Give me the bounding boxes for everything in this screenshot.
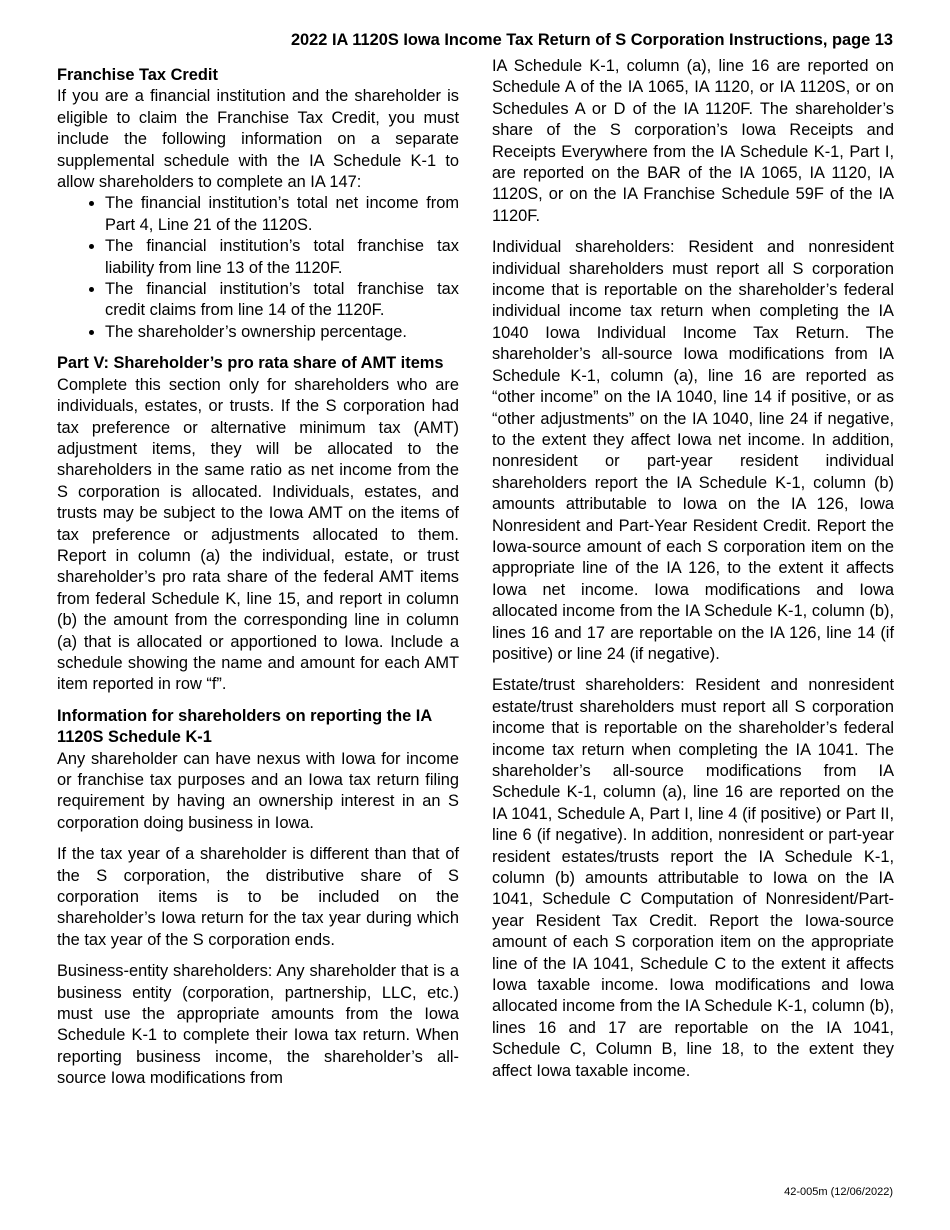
individual-shareholders-paragraph: Individual shareholders: Resident and nonresident individual shareholders must report all S corporation income that is reportable on the shareholder’s federal individual income tax return when completing the IA 1040 Iowa Individual Income Tax Return. The shareholder’s all-source Iowa modifications from IA Schedule K-1, column (a), line 16 are reported as “other income” on the IA 1040, line 14 if positive, or as “other adjustments” on the IA 1040, line 24 if negative, to the extent they affect Iowa net income. In addition, nonresident or part-year resident individual shareholders report the IA Schedule K-1, column (b) amounts attributable to Iowa on the IA 126, Iowa Nonresident and Part-Year Resident Credit. Report the Iowa-source amount of each S corporation item on the appropriate line of the IA 126, to the extent it affects Iowa net income. Iowa modifications and Iowa allocated income from the IA Schedule K-1, column (b), lines 16 and 17 are reportable on the IA 126, line 14 (if positive) or line 24 (if negative). xyxy=(492,238,894,663)
right-column xyxy=(492,56,894,1092)
franchise-intro: If you are a financial institution and the shareholder is eligible to claim the Franchise Tax Credit, you must include the following information on a separate supplemental schedule with the IA Schedule K-1 to allow shareholders to complete an IA 147: xyxy=(57,87,459,192)
franchise-list xyxy=(57,193,459,343)
part5-text: Complete this section only for shareholders who are individuals, estates, or trusts. If the S corporation had tax preference or alternative minimum tax (AMT) adjustment items, they will be allocated to the shareholders in the same ratio as net income from the S corporation is allocated. Individuals, estates, and trusts may be subject to the Iowa AMT on the items of tax preference or adjustments allocated to them. Report in column (a) the individual, estate, or trust shareholder’s pro rata share of the federal AMT items from federal Schedule K, line 15, and report in column (b) the amount from the corresponding line in column (a) that is allocated or apportioned to Iowa. Include a schedule showing the name and amount for each AMT item reported in row “f”. xyxy=(57,375,459,694)
list-item: • The financial institution’s total franchise tax credit claims from line 14 of the 1120F. xyxy=(105,279,459,322)
info-paragraph-3: Business-entity shareholders: Any shareholder that is a business entity (corporation, partnership, LLC, etc.) must use the appropriate amounts from the Iowa Schedule K-1 to complete their Iowa tax return. When reporting business income, the shareholder’s all-source Iowa modifications from xyxy=(57,962,459,1088)
list-item: • The shareholder’s ownership percentage. xyxy=(105,322,459,343)
estate-trust-shareholders-paragraph: Estate/trust shareholders: Resident and nonresident estate/trust shareholders must report all S corporation income that is reportable on the shareholder’s federal income tax return when completing the IA 1041. The shareholder’s all-source modifications from IA Schedule K-1, column (a), line 16 are reported on the IA 1041, Schedule A, Part I, line 4 (if positive) or Part II, line 6 (if negative). In addition, nonresident or part-year resident estates/trusts report the IA Schedule K-1, column (b) amounts attributable to Iowa on the IA 1041, Schedule C Computation of Nonresident/Part-year Resident Tax Credit. Report the Iowa-source amount of each S corporation item on the appropriate line of the IA 1041, Schedule C to the extent it affects Iowa taxable income. Iowa modifications and Iowa allocated income from the IA Schedule K-1, column (b), lines 16 and 17 are reportable on the IA 1041, Schedule C, Column B, line 18, to the extent they affect Iowa taxable income. xyxy=(492,676,894,1080)
left-column xyxy=(57,65,459,1100)
form-id-footer: 42-005m (12/06/2022) xyxy=(784,1186,893,1198)
info-paragraph-2: If the tax year of a shareholder is different than that of the S corporation, the distributive share of S corporation items is to be included on the shareholder’s Iowa return for the tax year during which the tax year of the S corporation ends. xyxy=(57,845,459,949)
franchise-tax-credit-heading: Franchise Tax Credit xyxy=(57,66,218,84)
list-item: • The financial institution’s total net income from Part 4, Line 21 of the 1120S. xyxy=(105,193,459,236)
page-header: 2022 IA 1120S Iowa Income Tax Return of S Corporation Instructions, page 13 xyxy=(290,31,893,49)
list-item: • The financial institution’s total franchise tax liability from line 13 of the 1120F. xyxy=(105,236,459,279)
info-paragraph-1: Any shareholder can have nexus with Iowa for income or franchise tax purposes and an Iowa tax return filing requirement by having an ownership interest in an S corporation doing business in Iowa. xyxy=(57,749,459,832)
info-heading: Information for shareholders on reporting the IA 1120S Schedule K-1 xyxy=(57,706,432,747)
right-paragraph-1: IA Schedule K-1, column (a), line 16 are reported on Schedule A of the IA 1065, IA 1120, or IA 1120S, or on Schedules A or D of the IA 1120F. The shareholder’s share of the S corporation’s Iowa Receipts and Receipts Everywhere from the IA Schedule K-1, Part I, are reported on the BAR of the IA 1065, IA 1120, IA 1120S, or on the IA Franchise Schedule 59F of the IA 1120F. xyxy=(492,57,894,225)
part5-heading: Part V: Shareholder’s pro rata share of AMT items xyxy=(57,354,444,373)
